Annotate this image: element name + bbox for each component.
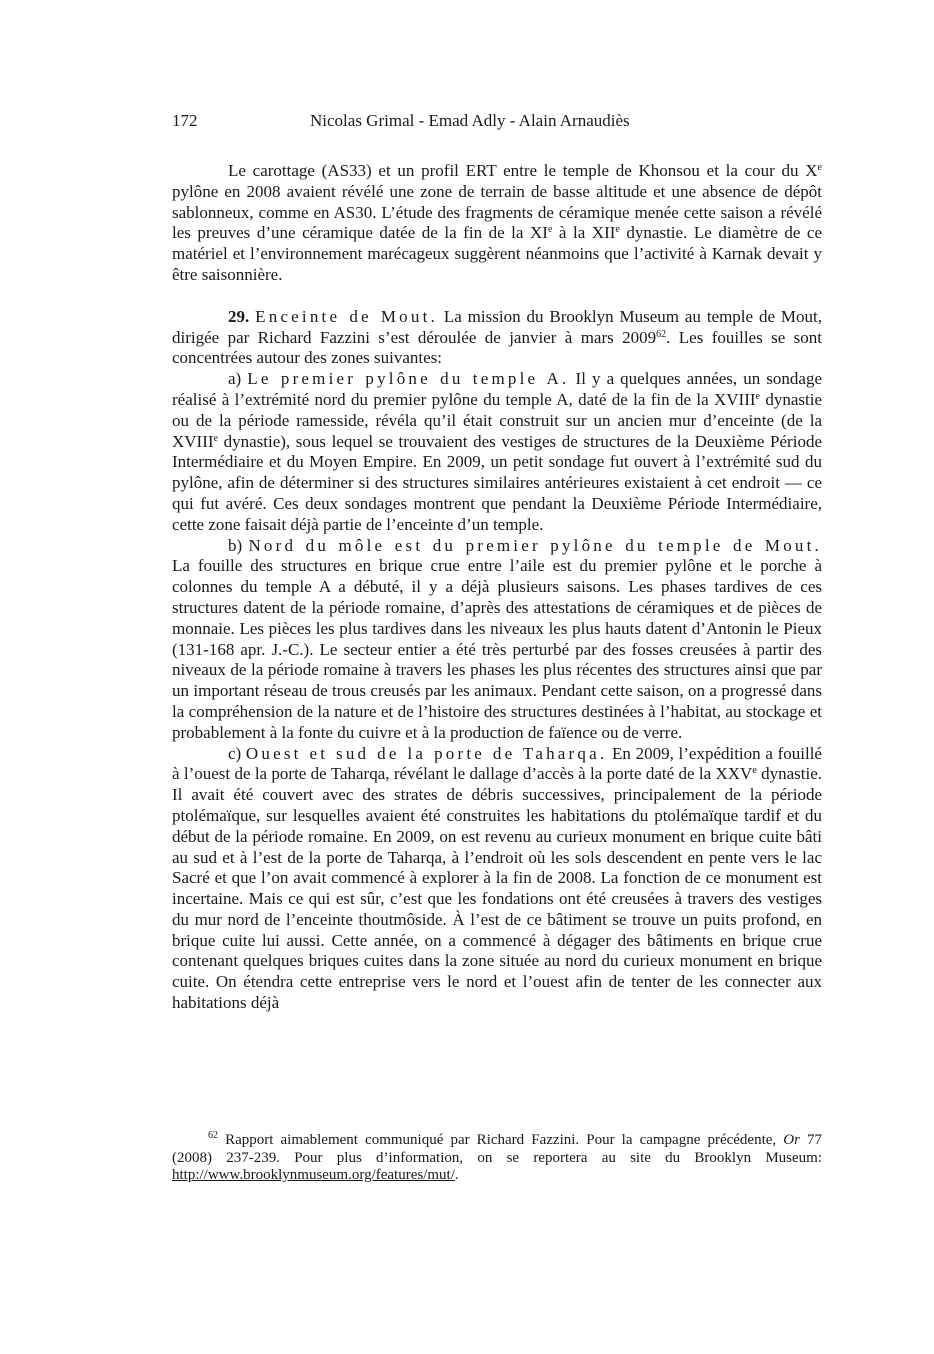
text-run: Rapport aimablement communiqué par Richard Fazzini. Pour la campagne précédente, (218, 1132, 784, 1148)
text-run: dynastie ou de la période ramesside, révéla qu’il était construit sur un ancien mur d’enceinte (de la XVIII (172, 389, 823, 451)
subsection-title: Nord du môle est du premier pylône du temple de Mout. (248, 535, 823, 555)
footnote-62 (172, 1132, 822, 1185)
subsection-label: b) (228, 535, 249, 555)
main-text (172, 161, 822, 1014)
section-number: 29. (228, 306, 250, 326)
subsection-a-paragraph (172, 369, 822, 535)
text-run: dynastie. Il avait été couvert avec des strates de débris successives, principalement de la période ptolémaïque, sur lesquelles avaient été construites les habitations du ptolémaïque tardif et du début de la période romaine. En 2009, on est revenu au curieux monument en brique cuite bâti au sud et à l’est de la porte de Taharqa, à l’endroit où les sols descendent en pente vers le lac Sacré et que l’on avait commencé à explorer à la fin de 2008. La fonction de ce monument est incertaine. Mais ce qui est sûr, c’est que les fondations ont été creusées à travers des vestiges du mur nord de l’enceinte thoutmôside. À l’est de ce bâtiment se trouve un puits profond, en brique cuite lui aussi. Cette année, on a commencé à dégager des bâtiments en brique crue contenant quelques briques cuites dans la zone située au nord du curieux monument en brique cuite. On étendra cette entreprise vers le nord et l’ouest afin de tenter de les connecter aux habitations déjà (172, 764, 823, 1013)
text-run: En 2009, l’expédition a fouillé à l’ouest de la porte de Taharqa, révélant le dallage d’accès à la porte daté de la XXV (172, 743, 822, 784)
section-title: Enceinte de Mout. (255, 306, 438, 326)
superscript: e (752, 765, 757, 777)
text-run: 77 (2008) 237-239. Pour plus d’information, on se reportera au site du Brooklyn Museum: (172, 1132, 823, 1166)
subsection-title: Ouest et sud de la porte de Taharqa. (245, 743, 608, 763)
subsection-b-paragraph (172, 536, 822, 744)
superscript: e (817, 162, 822, 173)
text-run: Il y a quelques années, un sondage réalisé à l’extrémité nord du premier pylône du temple A, daté de la fin de la XVIII (172, 369, 822, 409)
text-run: pylône en 2008 avaient révélé une zone de terrain de basse altitude et une absence de dépôt sablonneux, comme en AS30. L’étude des fragments de céramique menée cette saison a révélé les preuves d’une céramique datée de la fin de la XI (172, 181, 822, 243)
text-run: Le carottage (AS33) et un profil ERT entre le temple de Khonsou et la cour du X (228, 161, 818, 180)
superscript: e (213, 432, 218, 444)
subsection-label: c) (228, 743, 246, 763)
running-head: Nicolas Grimal - Emad Adly - Alain Arnaudiès (310, 111, 630, 130)
page-header (172, 109, 822, 133)
footnote (172, 1132, 822, 1185)
section-29-paragraph (172, 307, 822, 369)
superscript: e (547, 224, 553, 236)
text-run: . Les fouilles se sont concentrées autour des zones suivantes: (172, 327, 822, 368)
text-run: . (454, 1167, 459, 1183)
intro-paragraph (172, 161, 822, 286)
footnote-number: 62 (208, 1130, 218, 1141)
superscript: e (615, 224, 620, 236)
text-run: La fouille des structures en brique crue entre l’aile est du premier pylône et le porche à colonnes du temple A a débuté, il y a déjà plusieurs saisons. Les phases tardives de ces structures datent de la période romaine, d’après des attestations de céramiques et de pièces de monnaie. Les pièces les plus tardives dans les niveaux les plus hauts datent d’Antonin le Pieux (131-168 apr. J.-C.). Le secteur entier a été très perturbé par des fosses creusées à partir des niveaux de la période romaine à travers les phases les plus récentes des structures ainsi que par un important réseau de trous creusés par les animaux. Pendant cette saison, on a progressé dans la compréhension de la nature et de l’histoire des structures destinées à l’habitat, au stockage et probablement à la fonte du cuivre et à la production de faïence ou de verre. (172, 556, 822, 742)
footnote-reference: 62 (656, 328, 667, 340)
text-run: à la XII (552, 223, 616, 243)
superscript: e (755, 390, 760, 402)
subsection-title: Le premier pylône du temple A. (247, 369, 570, 389)
page-number: 172 (172, 111, 198, 130)
brooklyn-museum-link[interactable]: http://www.brooklynmuseum.org/features/mut/ (172, 1167, 455, 1183)
text-run: dynastie. Le diamètre de ce matériel et l’environnement marécageux suggèrent néanmoins que l’activité à Karnak devait y être saisonnière. (172, 223, 822, 284)
subsection-c-paragraph (172, 744, 822, 1014)
journal-abbreviation: Or (783, 1132, 800, 1148)
subsection-label: a) (228, 369, 248, 389)
text-run: La mission du Brooklyn Museum au temple de Mout, dirigée par Richard Fazzini s’est déroulée de janvier à mars 2009 (172, 306, 822, 347)
text-run: dynastie), sous lequel se trouvaient des vestiges de structures de la Deuxième Période Intermédiaire et du Moyen Empire. En 2009, un petit sondage fut ouvert à l’extrémité sud du pylône, afin de déterminer si des structures similaires antérieures existaient à cet endroit — ce qui fut avéré. Ces deux sondages montrent que pendant la Deuxième Période Intermédiaire, cette zone faisait déjà partie de l’enceinte d’un temple. (172, 431, 822, 534)
